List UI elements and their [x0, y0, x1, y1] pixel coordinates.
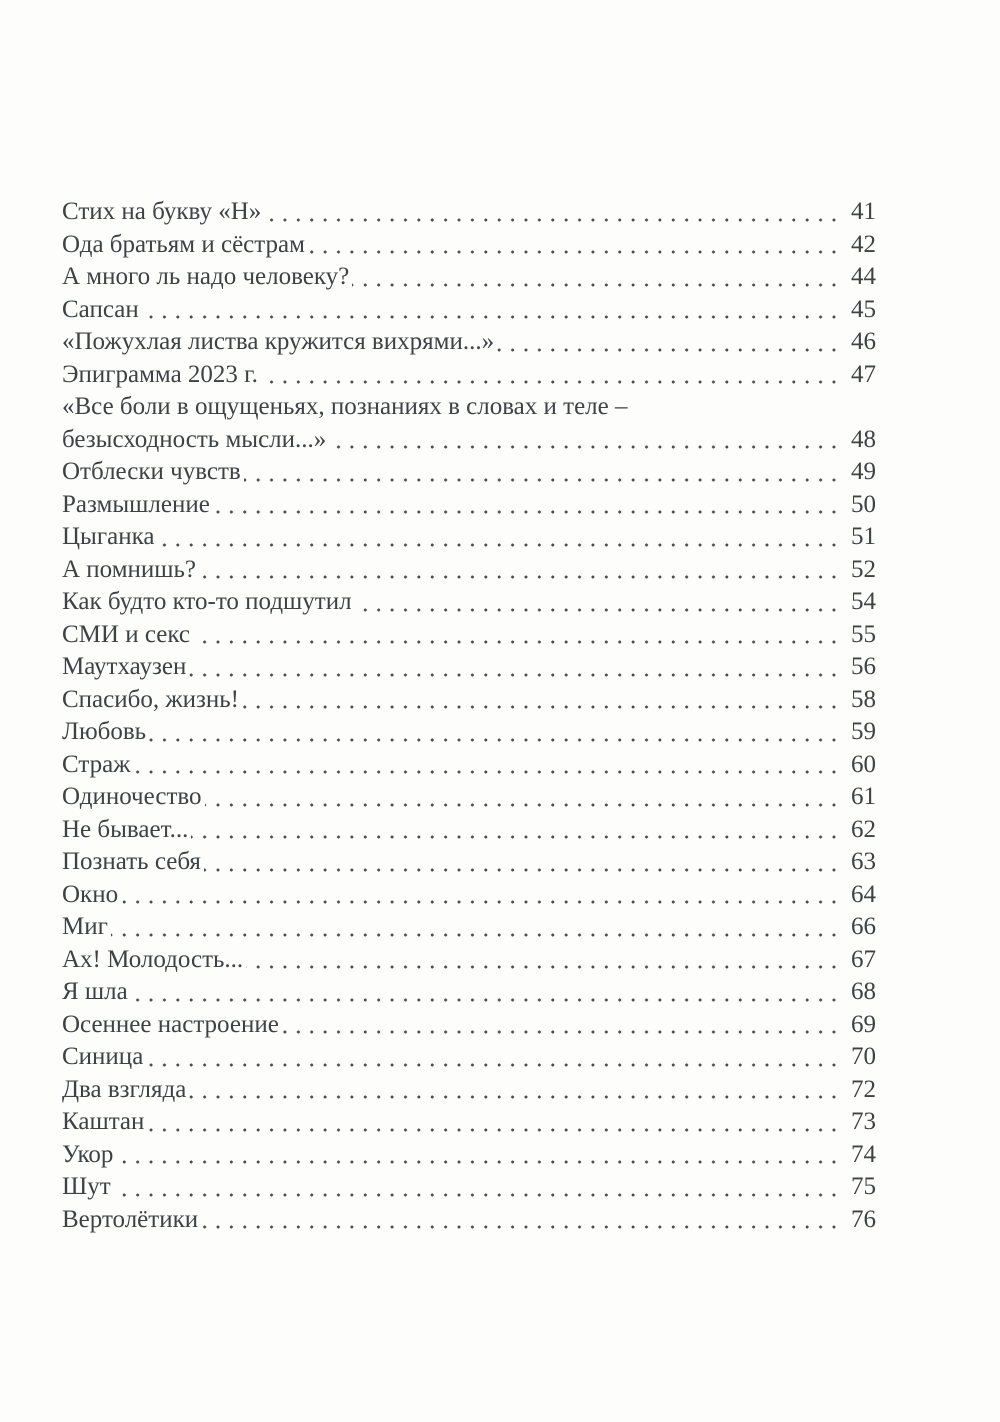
toc-entry-title: Миг	[62, 911, 111, 944]
toc-entry-page: 55	[843, 619, 876, 652]
toc-entry	[62, 196, 876, 229]
toc-entry-title: Одиночество	[62, 781, 205, 814]
toc-entry-page: 47	[843, 359, 876, 392]
toc-entry-page: 52	[843, 554, 876, 587]
toc-entry	[62, 1204, 876, 1237]
toc-entry-title: Как будто кто-то подшутил	[62, 586, 355, 619]
toc-entry-title: Укор	[62, 1139, 116, 1172]
toc-entry-page: 66	[843, 911, 876, 944]
toc-list	[62, 196, 876, 1236]
toc-entry-title: безысходность мысли...»	[62, 424, 329, 457]
toc-entry-title: Эпиграмма 2023 г.	[62, 359, 261, 392]
toc-entry-page: 73	[843, 1106, 876, 1139]
toc-entry	[62, 554, 876, 587]
toc-entry	[62, 359, 876, 392]
toc-entry-title: Маутхаузен	[62, 651, 189, 684]
toc-entry-title: Стих на букву «Н»	[62, 196, 264, 229]
toc-entry-title: «Все боли в ощущеньях, познаниях в словах и теле –	[62, 391, 631, 424]
toc-entry-title: Ах! Молодость...	[62, 944, 246, 977]
toc-entry-title: Сапсан	[62, 294, 142, 327]
toc-entry	[62, 424, 876, 457]
toc-entry	[62, 619, 876, 652]
toc-entry	[62, 1106, 876, 1139]
toc-entry-title: Познать себя	[62, 846, 204, 879]
toc-entry-title: Два взгляда	[62, 1074, 189, 1107]
toc-entry	[62, 846, 876, 879]
toc-entry	[62, 586, 876, 619]
toc-entry	[62, 781, 876, 814]
toc-entry	[62, 1041, 876, 1074]
toc-entry-page: 56	[843, 651, 876, 684]
toc-entry-page: 62	[843, 814, 876, 847]
toc-entry	[62, 716, 876, 749]
toc-entry	[62, 1074, 876, 1107]
toc-entry	[62, 489, 876, 522]
toc-entry-page: 60	[843, 749, 876, 782]
toc-entry-title: Не бывает...	[62, 814, 191, 847]
toc-entry-title: СМИ и секс	[62, 619, 193, 652]
toc-entry-title: «Пожухлая листва кружится вихрями...»	[62, 326, 497, 359]
toc-entry	[62, 1139, 876, 1172]
toc-entry-title: Окно	[62, 879, 121, 912]
toc-entry-title: Я шла	[62, 976, 131, 1009]
toc-entry-title: А помнишь?	[62, 554, 199, 587]
toc-entry-page: 48	[843, 424, 876, 457]
toc-entry-page: 70	[843, 1041, 876, 1074]
toc-entry-page: 58	[843, 684, 876, 717]
toc-entry-title: Размышление	[62, 489, 213, 522]
toc-entry	[62, 879, 876, 912]
toc-entry-title: Отблески чувств	[62, 456, 244, 489]
toc-entry-page: 42	[843, 229, 876, 262]
toc-entry-title: Осеннее настроение	[62, 1009, 282, 1042]
toc-entry	[62, 1171, 876, 1204]
toc-entry-title: Синица	[62, 1041, 146, 1074]
toc-entry-page: 69	[843, 1009, 876, 1042]
toc-entry-title: Вертолётики	[62, 1204, 201, 1237]
toc-entry-title: Любовь	[62, 716, 149, 749]
toc-entry-page: 59	[843, 716, 876, 749]
toc-entry	[62, 911, 876, 944]
toc-entry-title: Ода братьям и сёстрам	[62, 229, 308, 262]
toc-entry	[62, 684, 876, 717]
toc-entry	[62, 294, 876, 327]
toc-entry-page: 67	[843, 944, 876, 977]
toc-entry	[62, 521, 876, 554]
toc-entry-page: 54	[843, 586, 876, 619]
toc-entry-title: Спасибо, жизнь!	[62, 684, 242, 717]
toc-entry-title: Каштан	[62, 1106, 147, 1139]
toc-entry-page: 51	[843, 521, 876, 554]
toc-entry	[62, 976, 876, 1009]
toc-entry-page: 49	[843, 456, 876, 489]
toc-entry-page: 68	[843, 976, 876, 1009]
toc-entry-page: 44	[843, 261, 876, 294]
toc-entry-page: 74	[843, 1139, 876, 1172]
toc-entry-page: 41	[843, 196, 876, 229]
toc-entry-title: А много ль надо человеку?	[62, 261, 352, 294]
toc-entry-page: 63	[843, 846, 876, 879]
toc-entry-title: Цыганка	[62, 521, 157, 554]
toc-entry-title: Страж	[62, 749, 133, 782]
toc-entry-page: 50	[843, 489, 876, 522]
toc-entry-page: 76	[843, 1204, 876, 1237]
toc-entry-page: 61	[843, 781, 876, 814]
toc-entry	[62, 391, 876, 424]
toc-entry-page: 45	[843, 294, 876, 327]
toc-entry	[62, 944, 876, 977]
toc-entry-page: 75	[843, 1171, 876, 1204]
toc-entry	[62, 456, 876, 489]
toc-entry-page: 46	[843, 326, 876, 359]
toc-entry	[62, 229, 876, 262]
toc-entry	[62, 814, 876, 847]
toc-entry	[62, 1009, 876, 1042]
toc-entry	[62, 749, 876, 782]
toc-entry	[62, 326, 876, 359]
toc-entry-page: 72	[843, 1074, 876, 1107]
toc-entry	[62, 261, 876, 294]
toc-entry-page: 64	[843, 879, 876, 912]
toc-entry-title: Шут	[62, 1171, 114, 1204]
toc-entry	[62, 651, 876, 684]
